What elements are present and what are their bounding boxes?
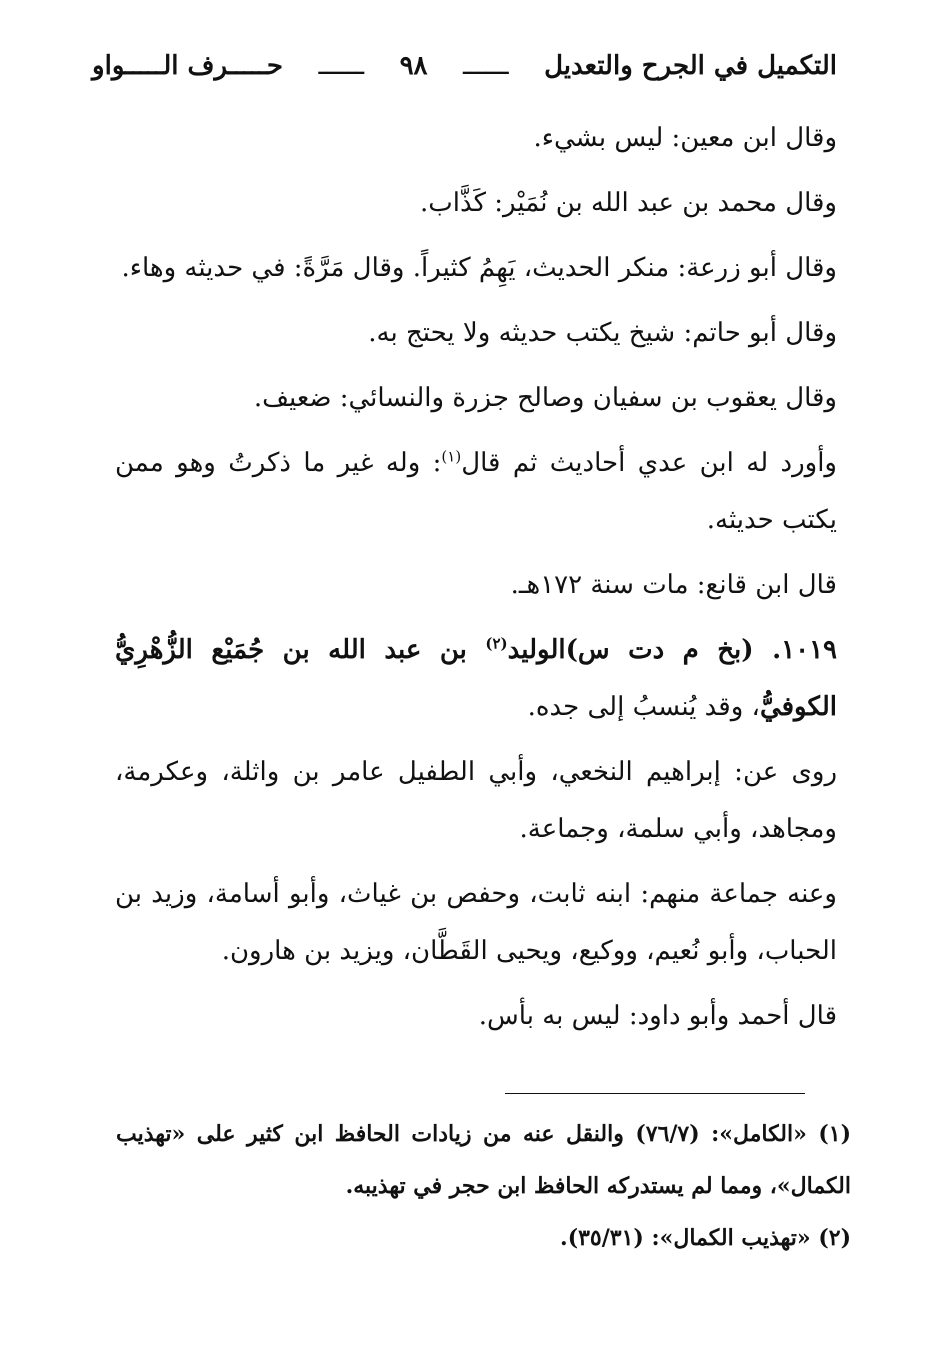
entry-codes: (بخ م دت س) bbox=[565, 635, 754, 665]
book-title: التكميل في الجرح والتعديل bbox=[544, 51, 837, 81]
footnote-2: (٢) «تهذيب الكمال»: (٣٥/٣١). bbox=[560, 1225, 851, 1251]
header-dash: ــــــ bbox=[462, 51, 509, 81]
paragraph-ibn-adi bbox=[115, 435, 837, 549]
paragraph-ibn-qani: قال ابن قانع: مات سنة ١٧٢هـ. bbox=[510, 570, 837, 600]
entry-note: ، وقد يُنسبُ إلى جده. bbox=[527, 692, 760, 722]
ibn-adi-text: وأورد له ابن عدي أحاديث ثم قال bbox=[461, 448, 837, 478]
running-header bbox=[92, 46, 837, 86]
page-number: ٩٨ bbox=[399, 51, 428, 81]
entry-name: الوليد bbox=[507, 635, 566, 665]
header-dash: ــــــ bbox=[318, 51, 365, 81]
footnote-divider bbox=[505, 1093, 805, 1094]
section-title: حـــــرف الـــــواو bbox=[92, 51, 283, 81]
entry-lineage: بن عبد الله بن جُمَيْع الزُّهْرِيُّ الكوفيُّ bbox=[115, 635, 837, 722]
footnote-marker: (٢) bbox=[485, 634, 508, 653]
paragraph-narrators: وعنه جماعة منهم: ابنه ثابت، وحفص بن غياث، وأبو أسامة، وزيد بن الحباب، وأبو نُعيم، ووكيع، ويحيى القَطَّان، ويزيد بن هارون. bbox=[115, 879, 837, 966]
paragraph-ahmad: قال أحمد وأبو داود: ليس به بأس. bbox=[478, 1001, 837, 1031]
paragraph-ibn-numayr: وقال محمد بن عبد الله بن نُمَيْر: كَذَّاب. bbox=[419, 188, 837, 218]
footnote-marker: (١) bbox=[441, 447, 462, 466]
paragraph-abu-hatim: وقال أبو حاتم: شيخ يكتب حديثه ولا يحتج به. bbox=[368, 318, 837, 348]
paragraph-abu-zura: وقال أبو زرعة: منكر الحديث، يَهِمُ كثيراً. وقال مَرَّةً: في حديثه وهاء. bbox=[121, 253, 837, 283]
main-text bbox=[115, 110, 837, 1053]
paragraph-ibn-main: وقال ابن معين: ليس بشيء. bbox=[533, 123, 837, 153]
paragraph-narrated-from: روى عن: إبراهيم النخعي، وأبي الطفيل عامر بن واثلة، وعكرمة، ومجاهد، وأبي سلمة، وجماعة. bbox=[115, 757, 837, 844]
footnote-1: (١) «الكامل»: (٧٦/٧) والنقل عنه من زيادات الحافظ ابن كثير على «تهذيب الكمال»، ومما لم يستدركه الحافظ ابن حجر في تهذيبه. bbox=[116, 1121, 851, 1199]
entry-number: ١٠١٩. bbox=[772, 635, 837, 665]
footnotes bbox=[116, 1108, 851, 1264]
entry-heading bbox=[115, 622, 837, 736]
ibn-adi-quote: : وله غير ما ذكرتُ وهو ممن يكتب حديثه. bbox=[115, 448, 837, 535]
paragraph-yaqub: وقال يعقوب بن سفيان وصالح جزرة والنسائي: ضعيف. bbox=[253, 383, 837, 413]
